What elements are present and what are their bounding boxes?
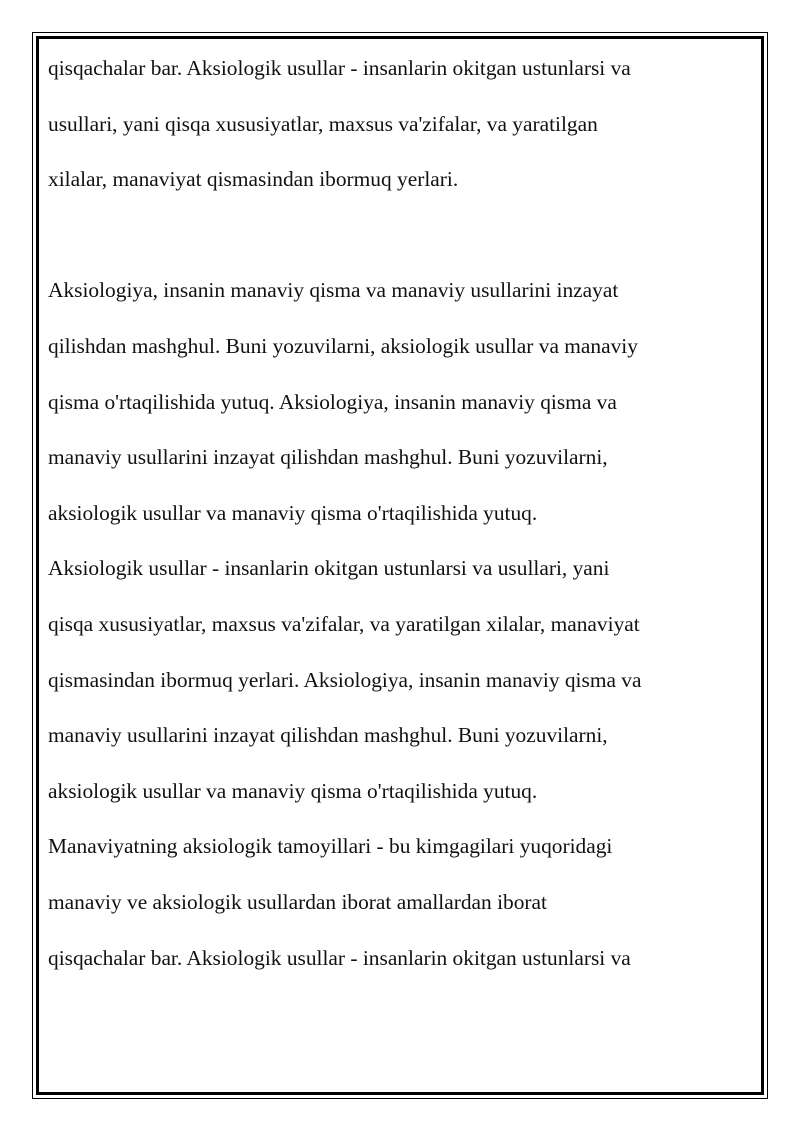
text-line: Aksiologiya, insanin manaviy qisma va manaviy usullarini inzayat [48, 278, 619, 302]
text-line: aksiologik usullar va manaviy qisma o'rtaqilishida yutuq. [48, 779, 538, 803]
text-line: qisqa xususiyatlar, maxsus va'zifalar, va yaratilgan xilalar, manaviyat [48, 612, 640, 636]
text-line: qisqachalar bar. Aksiologik usullar - insanlarin okitgan ustunlarsi va [48, 56, 631, 80]
text-line: Manaviyatning aksiologik tamoyillari - bu kimgagilari yuqoridagi [48, 834, 613, 858]
text-line: xilalar, manaviyat qismasindan ibormuq yerlari. [48, 167, 459, 191]
text-line: qilishdan mashghul. Buni yozuvilarni, aksiologik usullar va manaviy [48, 334, 638, 358]
text-line: Aksiologik usullar - insanlarin okitgan ustunlarsi va usullari, yani [48, 556, 610, 580]
text-line: usullari, yani qisqa xususiyatlar, maxsus va'zifalar, va yaratilgan [48, 112, 598, 136]
text-line: manaviy usullarini inzayat qilishdan mashghul. Buni yozuvilarni, [48, 445, 608, 469]
text-line: aksiologik usullar va manaviy qisma o'rtaqilishida yutuq. [48, 501, 538, 525]
text-line: manaviy ve aksiologik usullardan iborat amallardan iborat [48, 890, 547, 914]
text-line: manaviy usullarini inzayat qilishdan mashghul. Buni yozuvilarni, [48, 723, 608, 747]
text-line: qisqachalar bar. Aksiologik usullar - insanlarin okitgan ustunlarsi va [48, 946, 631, 970]
text-line: qismasindan ibormuq yerlari. Aksiologiya, insanin manaviy qisma va [48, 668, 642, 692]
text-line: qisma o'rtaqilishida yutuq. Aksiologiya, insanin manaviy qisma va [48, 390, 617, 414]
